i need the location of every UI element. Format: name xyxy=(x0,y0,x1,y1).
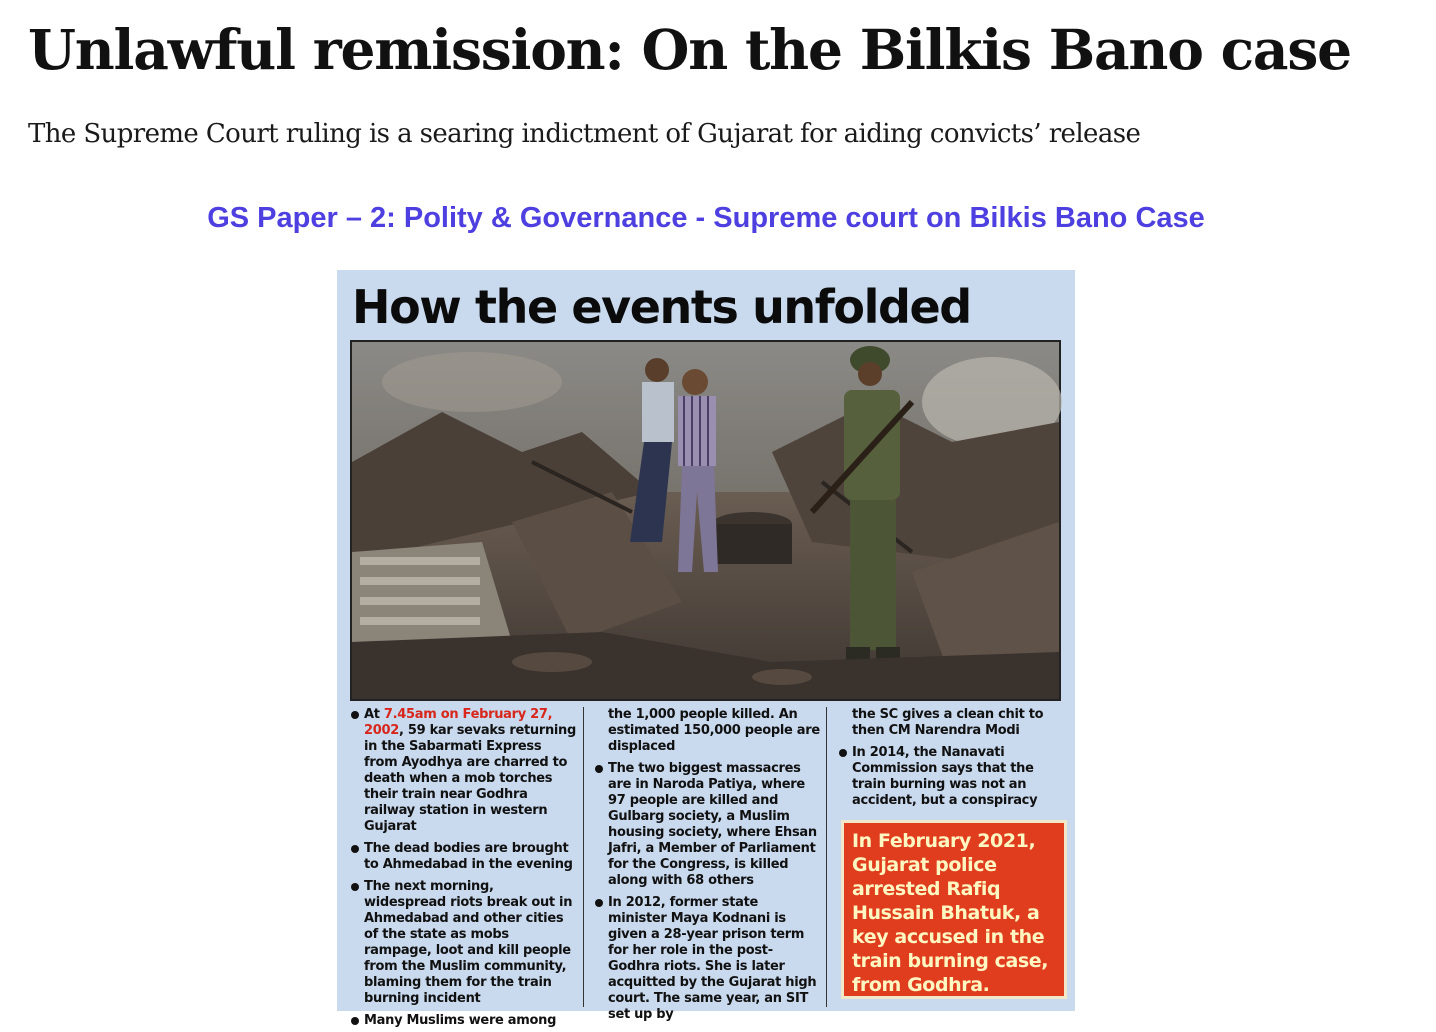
timeline-text: , 59 kar sevaks returning in the Sabarmati Express from Ayodhya are charred to death when a mob torches their train near Godhra railway station in western Gujarat xyxy=(364,723,577,834)
timeline-text: In 2014, the Nanavati Commission says that the train burning was not an accident, but a conspiracy xyxy=(852,745,1038,808)
infographic-title: How the events unfolded xyxy=(352,280,971,334)
bullet-icon xyxy=(351,845,359,853)
timeline-text: the 1,000 people killed. An estimated 150,000 people are displaced xyxy=(608,707,820,754)
timeline-item xyxy=(595,895,820,1023)
timeline-item-continued xyxy=(839,707,1067,739)
article-headline: Unlawful remission: On the Bilkis Bano case xyxy=(28,17,1351,82)
timeline-item xyxy=(351,707,577,835)
timeline-item xyxy=(351,1013,577,1029)
timeline-text: At xyxy=(364,707,384,722)
timeline-item xyxy=(595,761,820,889)
timeline-text: The dead bodies are brought to Ahmedabad in the evening xyxy=(364,841,573,872)
bullet-icon xyxy=(351,711,359,719)
article-standfirst: The Supreme Court ruling is a searing indictment of Gujarat for aiding convicts’ release xyxy=(28,119,1141,149)
timeline-text: the SC gives a clean chit to then CM Narendra Modi xyxy=(852,707,1044,738)
events-infographic xyxy=(337,270,1075,1028)
timeline-column-2 xyxy=(595,707,827,1022)
timeline-item xyxy=(351,879,577,1007)
timeline-text: In 2012, former state minister Maya Kodnani is given a 28-year prison term for her role in the post-Godhra riots. She is later acquitted by the Gujarat high court. The same year, an SIT set up by xyxy=(608,895,817,1022)
timeline-item xyxy=(839,745,1067,809)
timeline-item xyxy=(351,841,577,873)
callout-box: In February 2021, Gujarat police arrested Rafiq Hussain Bhatuk, a key accused in the train burning case, from Godhra. xyxy=(841,820,1067,999)
bullet-icon xyxy=(595,899,603,907)
photo-illustration xyxy=(352,342,1059,699)
bullet-icon xyxy=(595,765,603,773)
bullet-icon xyxy=(351,883,359,891)
timeline-item-continued xyxy=(595,707,820,755)
timeline-column-1 xyxy=(351,707,584,1028)
news-photo xyxy=(350,340,1061,701)
bullet-icon xyxy=(839,749,847,757)
timeline-text: The two biggest massacres are in Naroda Patiya, where 97 people are killed and Gulbarg society, a Muslim housing society, where Ehsan Jafri, a Member of Parliament for the Congress, is killed along with 68 others xyxy=(608,761,817,888)
timeline-text: The next morning, widespread riots break out in Ahmedabad and other cities of the state as mobs rampage, loot and kill people from the Muslim community, blaming them for the train burning incident xyxy=(364,879,573,1006)
gs-paper-tag: GS Paper – 2: Polity & Governance - Supreme court on Bilkis Bano Case xyxy=(207,202,1205,234)
timeline-text: Many Muslims were among xyxy=(364,1013,557,1028)
bullet-icon xyxy=(351,1017,359,1025)
highlighted-date: 7.45am on February 27, 2002 xyxy=(364,707,553,738)
